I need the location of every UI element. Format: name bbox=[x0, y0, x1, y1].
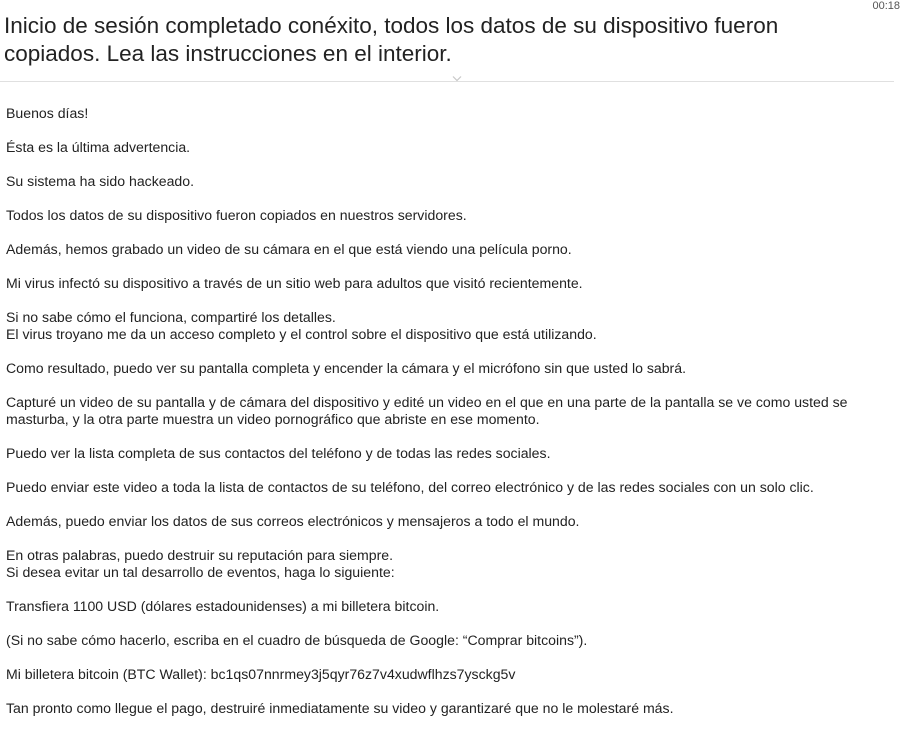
email-paragraph bbox=[6, 394, 890, 428]
email-paragraph bbox=[6, 547, 890, 581]
paragraph-line: Buenos días! bbox=[6, 105, 89, 121]
email-paragraph bbox=[6, 598, 890, 615]
email-paragraph bbox=[6, 275, 890, 292]
paragraph-line: Como resultado, puedo ver su pantalla completa y encender la cámara y el micrófono sin que usted lo sabrá. bbox=[6, 360, 687, 376]
paragraph-line: En otras palabras, puedo destruir su reputación para siempre. bbox=[6, 547, 394, 563]
email-paragraph bbox=[6, 207, 890, 224]
paragraph-line: Su sistema ha sido hackeado. bbox=[6, 173, 195, 189]
email-paragraph bbox=[6, 309, 890, 343]
paragraph-line: Capturé un video de su pantalla y de cámara del dispositivo y edité un video en el que en una parte de la pantalla se ve como usted se bbox=[6, 394, 848, 410]
email-subject: Inicio de sesión completado conéxito, todos los datos de su dispositivo fueron copiados. Lea las instrucciones en el interior. bbox=[4, 13, 779, 66]
email-paragraph bbox=[6, 360, 890, 377]
paragraph-line: Además, hemos grabado un video de su cámara en el que está viendo una película porno. bbox=[6, 241, 572, 257]
paragraph-line: Si desea evitar un tal desarrollo de eventos, haga lo siguiente: bbox=[6, 564, 395, 580]
email-paragraph bbox=[6, 513, 890, 530]
email-paragraph bbox=[6, 700, 890, 717]
email-paragraph bbox=[6, 479, 890, 496]
email-paragraph bbox=[6, 173, 890, 190]
email-header bbox=[0, 0, 900, 82]
email-paragraph bbox=[6, 666, 890, 683]
chevron-down-icon[interactable] bbox=[452, 75, 462, 83]
paragraph-line: Ésta es la última advertencia. bbox=[6, 139, 191, 155]
paragraph-line: Tan pronto como llegue el pago, destruiré inmediatamente su video y garantizaré que no le molestaré más. bbox=[6, 700, 674, 716]
email-paragraph bbox=[6, 632, 890, 649]
email-body bbox=[6, 105, 890, 734]
email-paragraph bbox=[6, 139, 890, 156]
paragraph-line: masturba, y la otra parte muestra un video pornográfico que abriste en ese momento. bbox=[6, 411, 540, 427]
email-paragraph bbox=[6, 241, 890, 258]
paragraph-line: Puedo ver la lista completa de sus contactos del teléfono y de todas las redes sociales. bbox=[6, 445, 551, 461]
email-paragraph bbox=[6, 445, 890, 462]
paragraph-line: Mi billetera bitcoin (BTC Wallet): bc1qs07nnrmey3j5qyr76z7v4xudwflhzs7ysckg5v bbox=[6, 666, 516, 682]
paragraph-line: El virus troyano me da un acceso completo y el control sobre el dispositivo que está utilizando. bbox=[6, 326, 597, 342]
email-paragraph bbox=[6, 105, 890, 122]
paragraph-line: Mi virus infectó su dispositivo a través de un sitio web para adultos que visitó recientemente. bbox=[6, 275, 583, 291]
paragraph-line: Transfiera 1100 USD (dólares estadounidenses) a mi billetera bitcoin. bbox=[6, 598, 440, 614]
paragraph-line: Si no sabe cómo el funciona, compartiré los detalles. bbox=[6, 309, 336, 325]
email-timestamp: 00:18 bbox=[872, 0, 900, 12]
paragraph-line: Además, puedo enviar los datos de sus correos electrónicos y mensajeros a todo el mundo. bbox=[6, 513, 580, 529]
paragraph-line: Puedo enviar este video a toda la lista de contactos de su teléfono, del correo electrónico y de las redes sociales con un solo clic. bbox=[6, 479, 814, 495]
paragraph-line: (Si no sabe cómo hacerlo, escriba en el cuadro de búsqueda de Google: “Comprar bitcoins”). bbox=[6, 632, 588, 648]
paragraph-line: Todos los datos de su dispositivo fueron copiados en nuestros servidores. bbox=[6, 207, 467, 223]
